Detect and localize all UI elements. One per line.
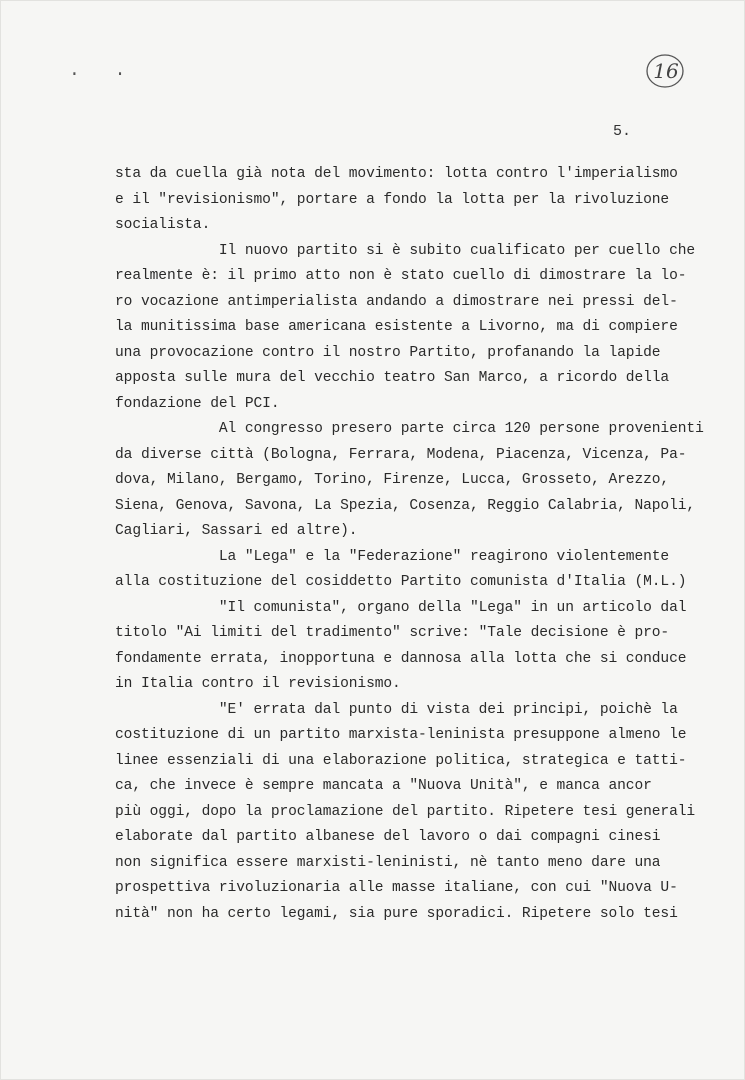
text-line: La "Lega" e la "Federazione" reagirono violentemente xyxy=(115,548,670,565)
text-line: ca, che invece è sempre mancata a "Nuova Unità", e manca ancor xyxy=(115,778,652,794)
text-line: prospettiva rivoluzionaria alle masse italiane, con cui "Nuova U- xyxy=(115,880,678,896)
text-line: apposta sulle mura del vecchio teatro San Marco, a ricordo della xyxy=(115,370,670,386)
page-number: 5. xyxy=(613,123,632,140)
text-line: titolo "Ai limiti del tradimento" scrive: "Tale decisione è pro- xyxy=(115,625,670,641)
folio-number: 16 xyxy=(653,59,679,83)
text-line: e il "revisionismo", portare a fondo la lotta per la rivoluzione xyxy=(115,191,670,208)
text-line: "E' errata dal punto di vista dei principi, poichè la xyxy=(115,701,678,718)
text-line: Siena, Genova, Savona, La Spezia, Cosenza, Reggio Calabria, Napoli, xyxy=(115,497,696,514)
text-line: Cagliari, Sassari ed altre). xyxy=(115,523,358,539)
text-line: costituzione di un partito marxista-leninista presuppone almeno le xyxy=(115,727,687,743)
text-line: "Il comunista", organo della "Lega" in un articolo dal xyxy=(115,599,687,616)
text-line: Al congresso presero parte circa 120 persone provenienti xyxy=(115,421,704,437)
text-line: in Italia contro il revisionismo. xyxy=(115,676,401,692)
text-line: nità" non ha certo legami, sia pure sporadici. Ripetere solo tesi xyxy=(115,905,678,922)
text-line: socialista. xyxy=(115,217,211,233)
text-line: realmente è: il primo atto non è stato cuello di dimostrare la lo- xyxy=(115,268,687,284)
body-text xyxy=(115,162,704,927)
text-line: da diverse città (Bologna, Ferrara, Modena, Piacenza, Vicenza, Pa- xyxy=(115,446,687,463)
text-line: fondazione del PCI. xyxy=(115,395,280,412)
text-line: sta da cuella già nota del movimento: lotta contro l'imperialismo xyxy=(115,166,678,182)
text-line: una provocazione contro il nostro Partito, profanando la lapide xyxy=(115,344,661,361)
text-line: alla costituzione del cosiddetto Partito comunista d'Italia (M.L.) xyxy=(115,574,687,590)
text-line: linee essenziali di una elaborazione politica, strategica e tatti- xyxy=(115,752,687,769)
text-line: elaborate dal partito albanese del lavoro o dai compagni cinesi xyxy=(115,829,661,845)
text-line: la munitissima base americana esistente a Livorno, ma di compiere xyxy=(115,319,678,335)
text-line: ro vocazione antimperialista andando a dimostrare nei pressi del- xyxy=(115,293,678,310)
text-line: Il nuovo partito si è subito cualificato per cuello che xyxy=(115,242,696,259)
text-line: non significa essere marxisti-leninisti, nè tanto meno dare una xyxy=(115,854,661,871)
text-line: più oggi, dopo la proclamazione del partito. Ripetere tesi generali xyxy=(115,803,696,820)
text-line: fondamente errata, inopportuna e dannosa alla lotta che si conduce xyxy=(115,650,687,667)
text-line: dova, Milano, Bergamo, Torino, Firenze, Lucca, Grosseto, Arezzo, xyxy=(115,472,670,488)
margin-marks: . . xyxy=(69,61,138,81)
